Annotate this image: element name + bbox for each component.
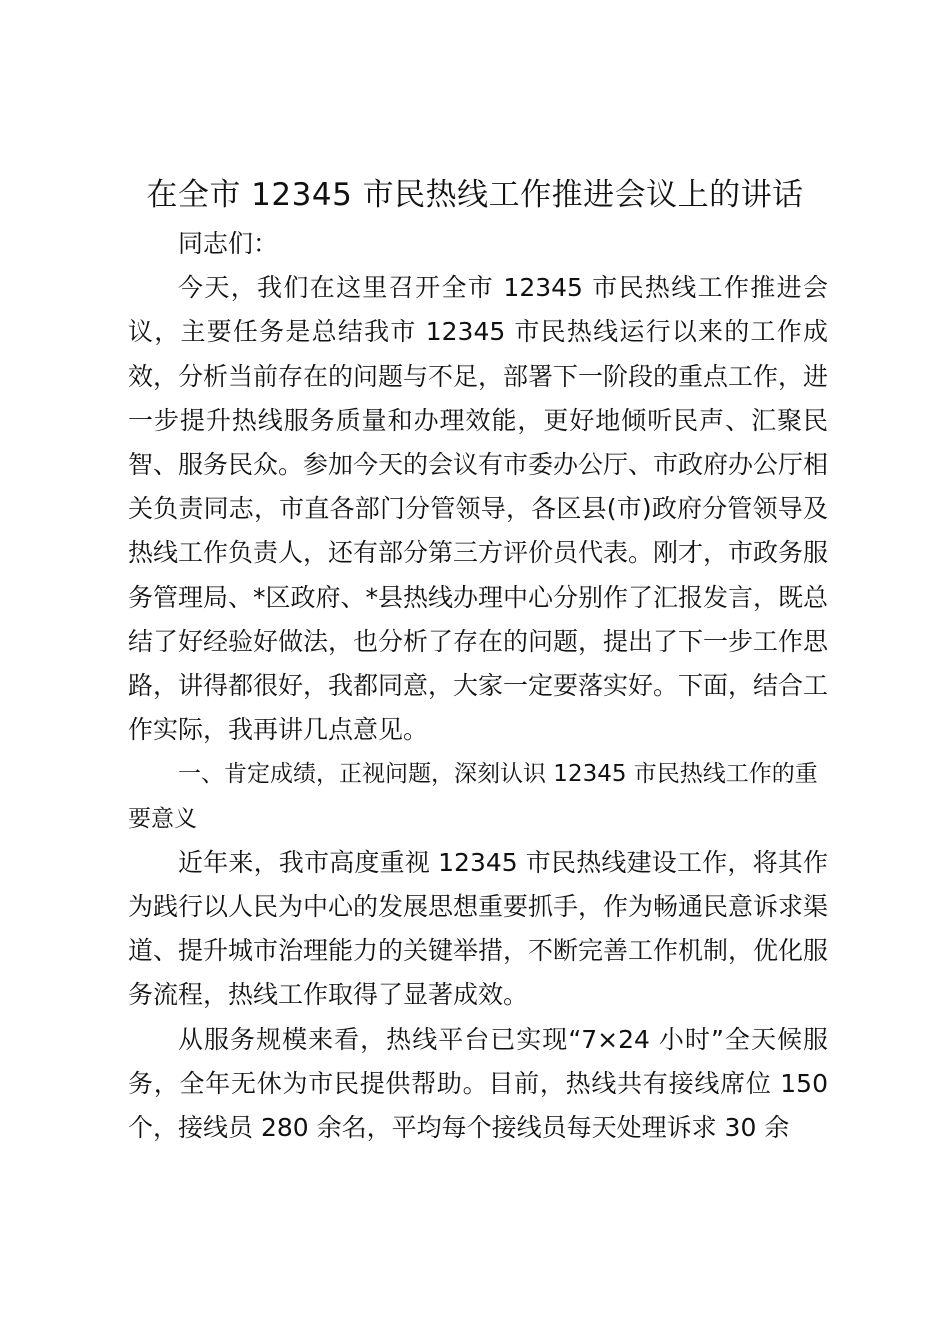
document-title: 在全市 12345 市民热线工作推进会议上的讲话 <box>146 177 804 213</box>
section-paragraph: 从服务规模来看，热线平台已实现“7×24 小时”全天候服务，全年无休为市民提供帮助。目前，热线共有接线席位 150 个，接线员 280 余名，平均每个接线员每天处理诉求 30 余 <box>128 1024 828 1143</box>
opening-paragraph: 今天，我们在这里召开全市 12345 市民热线工作推进会议，主要任务是总结我市 12345 市民热线运行以来的工作成效，分析当前存在的问题与不足，部署下一阶段的重点工作，进一步提升热线服务质量和办理效能，更好地倾听民声、汇聚民智、服务民众。参加今天的会议有市委办公厅、市政府办公厅相关负责同志，市直各部门分管领导，各区县(市)政府分管领导及热线工作负责人，还有部分第三方评价员代表。刚才，市政务服务管理局、*区政府、*县热线办理中心分别作了汇报发言，既总结了好经验好做法，也分析了存在的问题，提出了下一步工作思路，讲得都很好，我都同意，大家一定要落实好。下面，结合工作实际，我再讲几点意见。 <box>128 273 829 745</box>
document-body <box>128 222 828 1150</box>
section-heading: 一、肯定成绩，正视问题，深刻认识 12345 市民热线工作的重要意义 <box>128 761 818 832</box>
section-paragraph: 近年来，我市高度重视 12345 市民热线建设工作，将其作为践行以人民为中心的发展思想重要抓手，作为畅通民意诉求渠道、提升城市治理能力的关键举措，不断完善工作机制，优化服务流程，热线工作取得了显著成效。 <box>128 847 829 1010</box>
salutation: 同志们： <box>178 229 279 258</box>
